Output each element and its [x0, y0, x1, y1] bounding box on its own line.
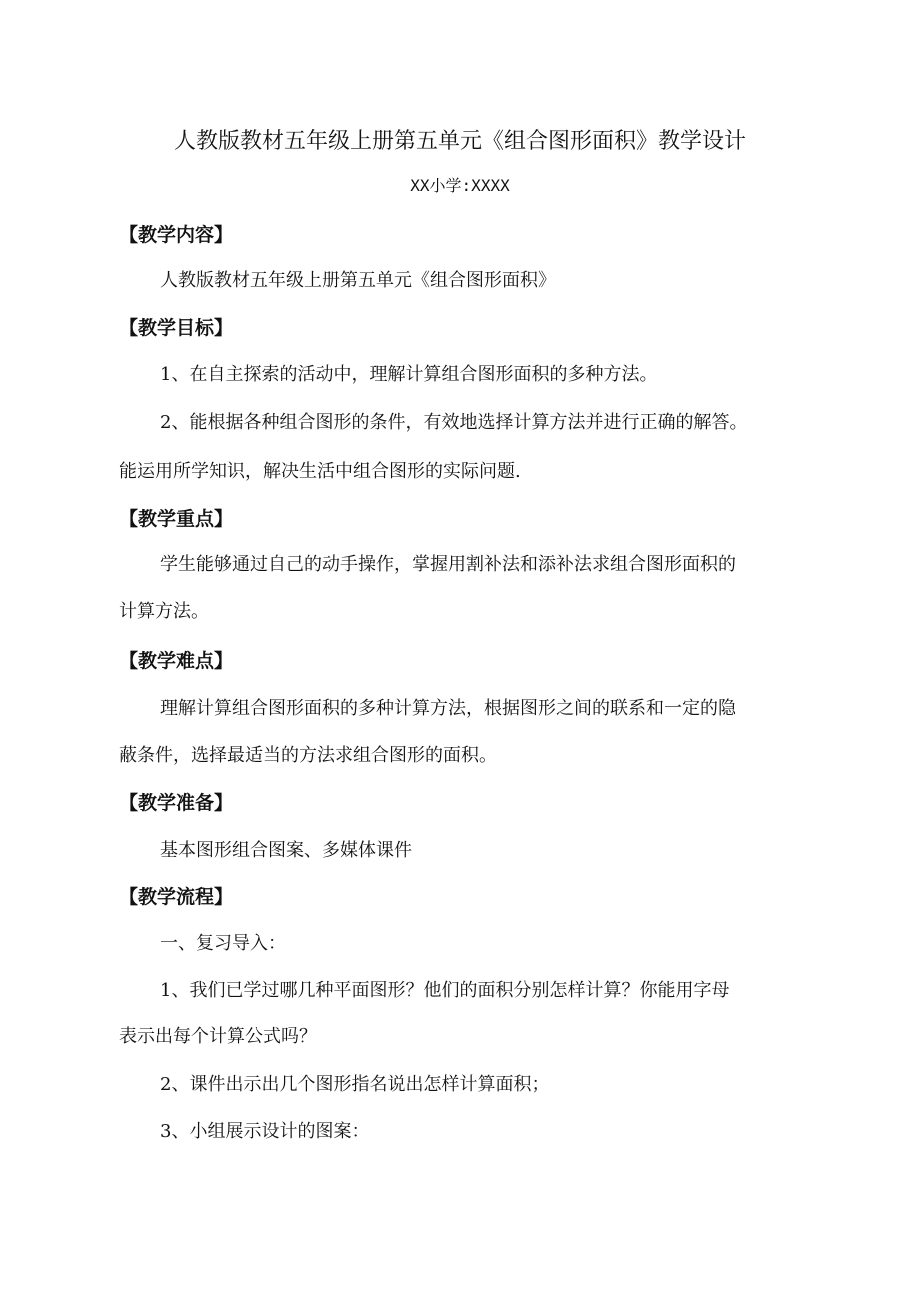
objectives-line-3: 能运用所学知识，解决生活中组合图形的实际问题. [119, 461, 521, 482]
key-points-line-2: 计算方法。 [119, 601, 209, 622]
objectives-line-2: 2、能根据各种组合图形的条件，有效地选择计算方法并进行正确的解答。 [160, 412, 748, 433]
section-heading-objectives: 【教学目标】 [119, 317, 234, 339]
objectives-line-1: 1、在自主探索的活动中，理解计算组合图形面积的多种方法。 [160, 364, 658, 385]
difficulties-line-2: 蔽条件，选择最适当的方法求组合图形的面积。 [119, 745, 497, 766]
section-heading-content: 【教学内容】 [119, 224, 234, 246]
process-line-4: 2、课件出示出几个图形指名说出怎样计算面积； [160, 1074, 550, 1095]
document-subtitle: XX小学:XXXX [410, 176, 510, 195]
difficulties-line-1: 理解计算组合图形面积的多种计算方法，根据图形之间的联系和一定的隐 [160, 698, 736, 719]
process-line-3: 表示出每个计算公式吗？ [119, 1026, 317, 1047]
process-line-1: 一、复习导入： [160, 933, 286, 954]
preparation-line: 基本图形组合图案、多媒体课件 [160, 840, 412, 861]
process-line-5: 3、小组展示设计的图案： [160, 1121, 370, 1142]
content-line: 人教版教材五年级上册第五单元《组合图形面积》 [160, 270, 556, 291]
section-heading-difficulties: 【教学难点】 [119, 650, 234, 672]
section-heading-process: 【教学流程】 [119, 886, 234, 908]
section-heading-preparation: 【教学准备】 [119, 792, 234, 814]
key-points-line-1: 学生能够通过自己的动手操作，掌握用割补法和添补法求组合图形面积的 [160, 554, 736, 575]
process-line-2: 1、我们已学过哪几种平面图形？他们的面积分别怎样计算？你能用字母 [160, 980, 730, 1001]
document-title: 人教版教材五年级上册第五单元《组合图形面积》教学设计 [173, 129, 746, 154]
section-heading-key-points: 【教学重点】 [119, 508, 234, 530]
